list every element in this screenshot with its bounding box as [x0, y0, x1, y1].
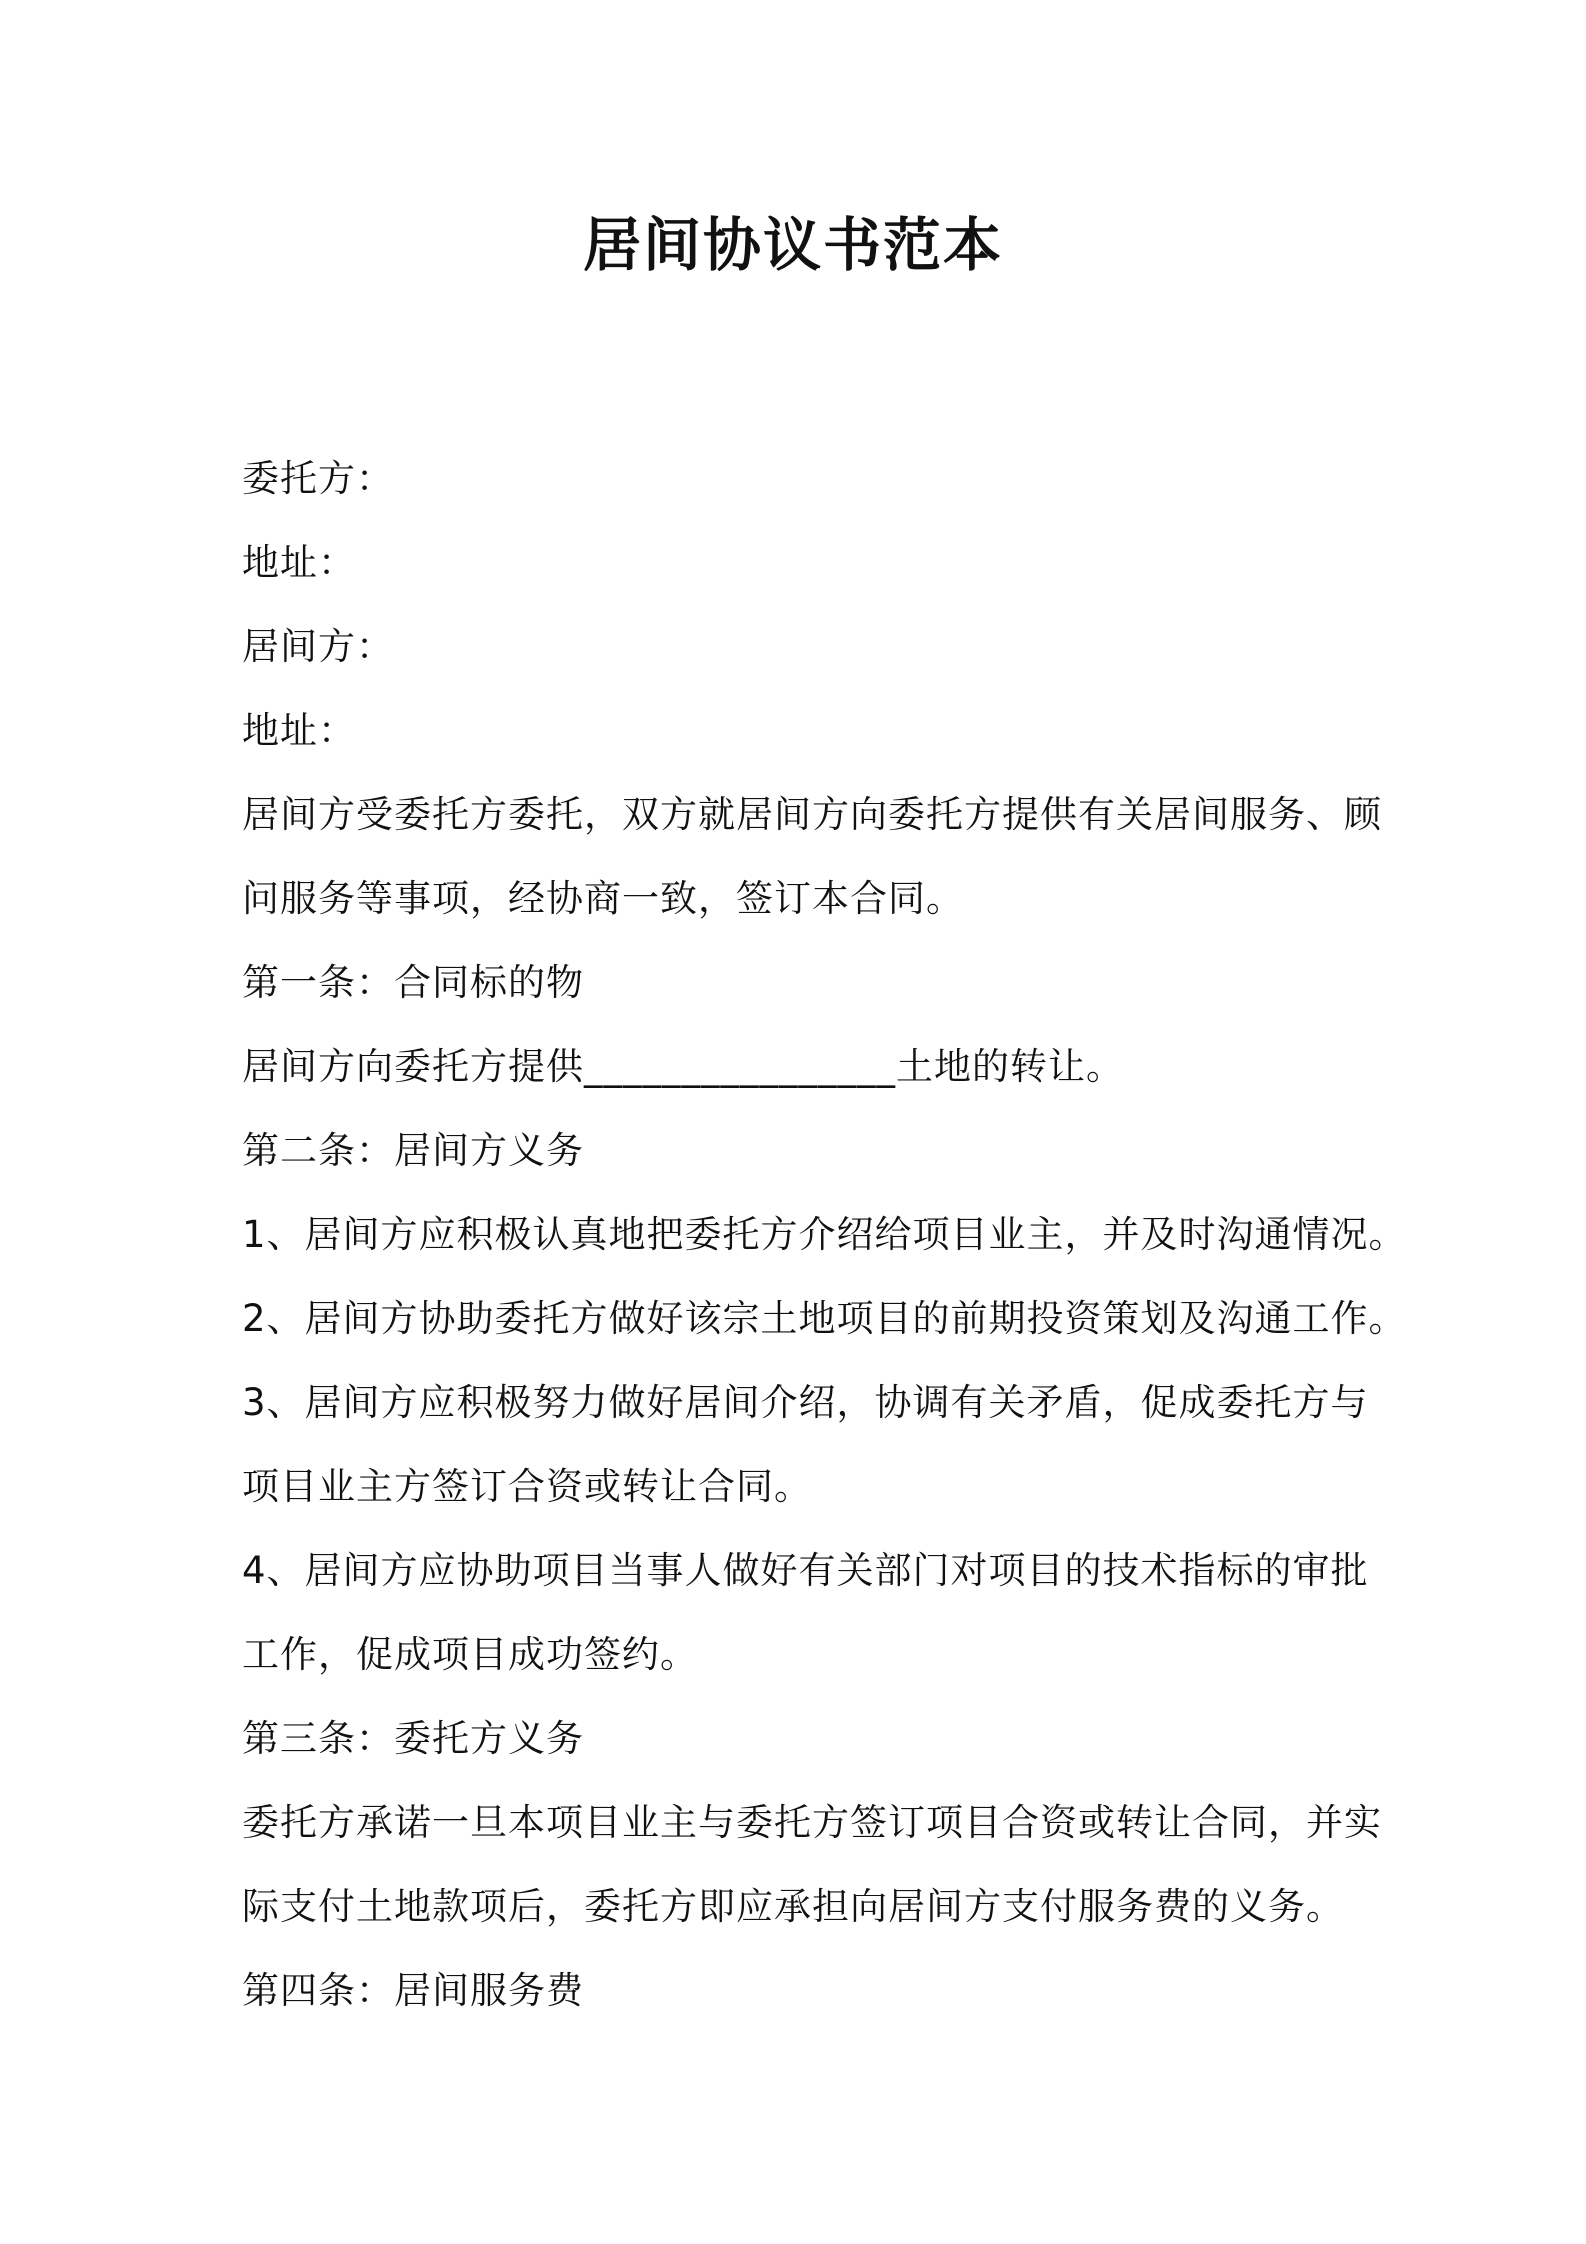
client-party-label: 委托方： — [242, 457, 394, 500]
intermediary-party-label: 居间方： — [242, 625, 394, 668]
client-address-label: 地址： — [242, 541, 356, 584]
article-2-item-4-line-1: 4、居间方应协助项目当事人做好有关部门对项目的技术指标的审批 — [242, 1549, 1369, 1592]
article-4-heading: 第四条：居间服务费 — [242, 1969, 584, 2012]
article-2-heading: 第二条：居间方义务 — [242, 1129, 584, 1172]
article-3-heading: 第三条：委托方义务 — [242, 1717, 584, 1760]
article-3-text-line-1: 委托方承诺一旦本项目业主与委托方签订项目合资或转让合同，并实 — [242, 1801, 1382, 1844]
article-2-item-3-line-1: 3、居间方应积极努力做好居间介绍，协调有关矛盾，促成委托方与 — [242, 1381, 1369, 1424]
article-2-item-4-line-2: 工作，促成项目成功签约。 — [242, 1633, 698, 1676]
article-2-item-2: 2、居间方协助委托方做好该宗土地项目的前期投资策划及沟通工作。 — [242, 1297, 1407, 1340]
intermediary-address-label: 地址： — [242, 709, 356, 752]
document-title: 居间协议书范本 — [582, 211, 1003, 279]
preamble-line-2: 问服务等事项，经协商一致，签订本合同。 — [242, 877, 964, 920]
article-1-text: 居间方向委托方提供________________土地的转让。 — [242, 1045, 1124, 1088]
article-3-text-line-2: 际支付土地款项后，委托方即应承担向居间方支付服务费的义务。 — [242, 1885, 1344, 1928]
article-2-item-1: 1、居间方应积极认真地把委托方介绍给项目业主，并及时沟通情况。 — [242, 1213, 1407, 1256]
article-1-heading: 第一条：合同标的物 — [242, 961, 584, 1004]
document-body — [242, 437, 1407, 2033]
preamble-line-1: 居间方受委托方委托，双方就居间方向委托方提供有关居间服务、顾 — [242, 793, 1382, 836]
article-2-item-3-line-2: 项目业主方签订合资或转让合同。 — [242, 1465, 812, 1508]
